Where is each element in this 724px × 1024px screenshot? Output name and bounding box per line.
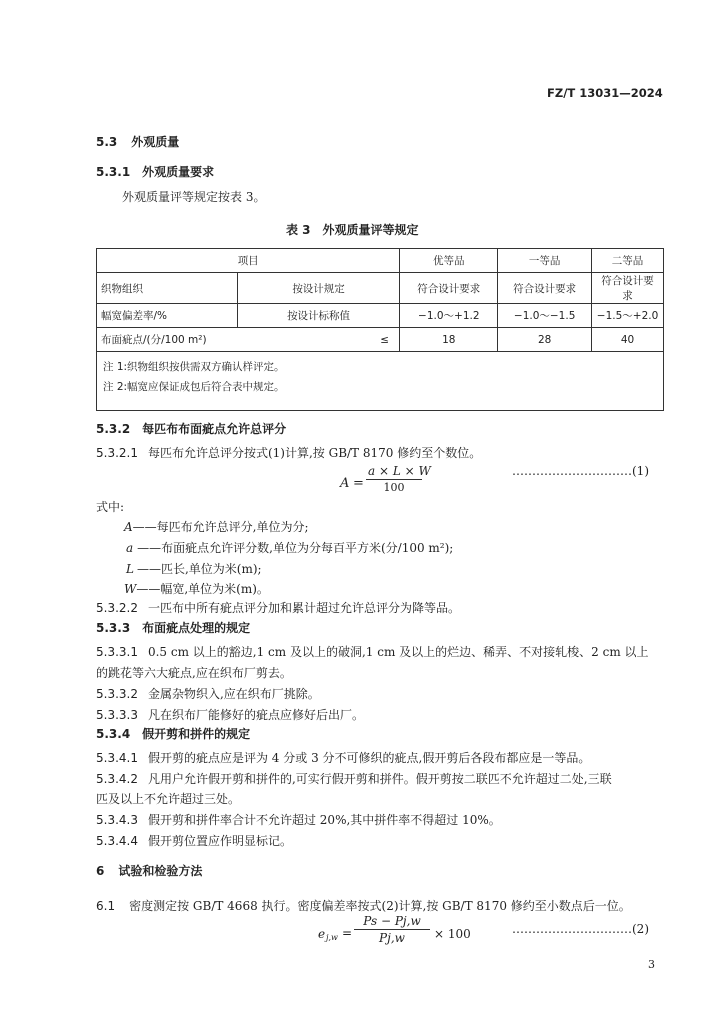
section-5-3 <box>96 133 179 150</box>
formula-equals: = <box>353 476 364 491</box>
formula-equals: = <box>342 926 353 940</box>
where-item: A——每匹布允许总评分,单位为分; <box>124 520 309 534</box>
section-number: 5.3.3.3 <box>96 708 138 722</box>
formula-2-tag: …………………………(2) <box>512 922 649 936</box>
cell-grade-3: 符合设计要求 <box>592 273 664 304</box>
standard-code: FZ/T 13031—2024 <box>547 86 663 100</box>
table-notes-row <box>97 352 664 411</box>
section-number: 5.3 <box>96 135 118 149</box>
section-number: 5.3.2.2 <box>96 601 138 615</box>
section-5-3-2-2: 5.3.2.2 一匹布中所有疵点评分加和累计超过允许总评分为降等品。 <box>96 601 460 615</box>
formula-denominator: Pj,w <box>379 931 405 945</box>
where-item: W——幅宽,单位为米(m)。 <box>124 582 269 596</box>
header-grade-1: 优等品 <box>400 249 498 273</box>
section-number: 5.3.1 <box>96 165 131 179</box>
row-rule: 按设计规定 <box>237 273 400 304</box>
page-number: 3 <box>648 958 655 971</box>
section-number: 6 <box>96 864 105 878</box>
row-label: 幅宽偏差率/% <box>97 304 238 328</box>
section-number: 5.3.3.1 <box>96 645 138 659</box>
formula-lhs: e <box>318 927 326 941</box>
cell-grade-2: 符合设计要求 <box>498 273 592 304</box>
row-label: 织物组织 <box>97 273 238 304</box>
table-caption: 表 3 外观质量评等规定 <box>286 223 419 237</box>
section-5-3-3 <box>96 619 250 636</box>
section-5-3-4-3: 5.3.4.3 假开剪和拼件率合计不允许超过 20%,其中拼件率不得超过 10%。 <box>96 813 501 827</box>
row-rule: 按设计标称值 <box>237 304 400 328</box>
section-title: 假开剪和拼件的规定 <box>142 727 251 741</box>
section-number: 6.1 <box>96 899 116 913</box>
where-intro: 式中: <box>96 500 125 514</box>
section-5-3-1-text: 外观质量评等规定按表 3。 <box>122 190 266 204</box>
formula-numerator: a × L × W <box>368 464 431 478</box>
section-number: 5.3.4.1 <box>96 751 138 765</box>
section-number: 5.3.2.1 <box>96 446 138 460</box>
section-6 <box>96 862 202 879</box>
formula-fraction <box>354 914 430 945</box>
formula-denominator: 100 <box>383 481 405 494</box>
formula-multiplier: × 100 <box>434 927 471 941</box>
section-title: 外观质量要求 <box>142 165 215 179</box>
section-5-3-3-2: 5.3.3.2 金属杂物织入,应在织布厂挑除。 <box>96 687 320 701</box>
cell-grade-2: 28 <box>498 328 592 352</box>
section-number: 5.3.4 <box>96 727 131 741</box>
appearance-grade-table <box>96 248 664 411</box>
table-notes <box>97 352 664 411</box>
section-5-3-4-4: 5.3.4.4 假开剪位置应作明显标记。 <box>96 834 292 848</box>
section-5-3-2 <box>96 420 286 437</box>
section-5-3-4 <box>96 725 250 742</box>
section-title: 每匹布布面疵点允许总评分 <box>142 422 287 436</box>
section-title: 试验和检验方法 <box>118 864 203 878</box>
section-number: 5.3.3 <box>96 621 131 635</box>
formula-fraction <box>366 464 431 494</box>
section-title: 外观质量 <box>131 135 180 149</box>
cell-grade-1: 18 <box>400 328 498 352</box>
table-row <box>97 304 664 328</box>
table-row <box>97 328 664 352</box>
cell-grade-3: 40 <box>592 328 664 352</box>
section-number: 5.3.2 <box>96 422 131 436</box>
section-5-3-3-1-cont: 的跳花等六大疵点,应在织布厂剪去。 <box>96 666 292 680</box>
section-6-1: 6.1 密度测定按 GB/T 4668 执行。密度偏差率按式(2)计算,按 GB/T 8170 修约至小数点后一位。 <box>96 899 631 913</box>
section-5-3-4-2-cont: 匹及以上不允许超过三处。 <box>96 792 241 806</box>
section-5-3-3-3: 5.3.3.3 凡在织布厂能修好的疵点应修好后出厂。 <box>96 708 364 722</box>
cell-grade-2: −1.0～−1.5 <box>498 304 592 328</box>
formula-lhs: A <box>340 476 350 491</box>
row-label: 布面疵点/(分/100 m²) <box>97 328 370 352</box>
formula-numerator: Ps − Pj,w <box>354 914 430 930</box>
table-row <box>97 273 664 304</box>
where-item: L ——匹长,单位为米(m); <box>126 562 262 576</box>
header-item: 项目 <box>97 249 400 273</box>
section-number: 5.3.4.4 <box>96 834 138 848</box>
header-grade-3: 二等品 <box>592 249 664 273</box>
formula-lhs-sub: j,w <box>326 933 338 942</box>
section-5-3-3-1: 5.3.3.1 0.5 cm 以上的豁边,1 cm 及以上的破洞,1 cm 及以上的烂边、稀弄、不对接轧梭、2 cm 以上 <box>96 645 649 659</box>
section-5-3-1 <box>96 163 214 180</box>
row-symbol: ≤ <box>370 328 400 352</box>
section-5-3-4-2: 5.3.4.2 凡用户允许假开剪和拼件的,可实行假开剪和拼件。假开剪按二联匹不允许超过二处,三联 <box>96 772 612 786</box>
cell-grade-1: 符合设计要求 <box>400 273 498 304</box>
where-item: a ——布面疵点允许评分数,单位为分每百平方米(分/100 m²); <box>126 541 454 555</box>
table-note: 注 1:织物组织按供需双方确认样评定。 <box>103 361 285 373</box>
section-number: 5.3.4.2 <box>96 772 138 786</box>
cell-grade-1: −1.0～+1.2 <box>400 304 498 328</box>
section-5-3-4-1: 5.3.4.1 假开剪的疵点应是评为 4 分或 3 分不可修织的疵点,假开剪后各段布都应是一等品。 <box>96 751 591 765</box>
section-title: 布面疵点处理的规定 <box>142 621 251 635</box>
table-note: 注 2:幅宽应保证成包后符合表中规定。 <box>103 381 285 393</box>
table-header-row <box>97 249 664 273</box>
section-number: 5.3.4.3 <box>96 813 138 827</box>
header-grade-2: 一等品 <box>498 249 592 273</box>
cell-grade-3: −1.5～+2.0 <box>592 304 664 328</box>
section-5-3-2-1: 5.3.2.1 每匹布允许总评分按式(1)计算,按 GB/T 8170 修约至个数位。 <box>96 446 482 460</box>
section-number: 5.3.3.2 <box>96 687 138 701</box>
formula-1-tag: …………………………(1) <box>512 464 649 478</box>
